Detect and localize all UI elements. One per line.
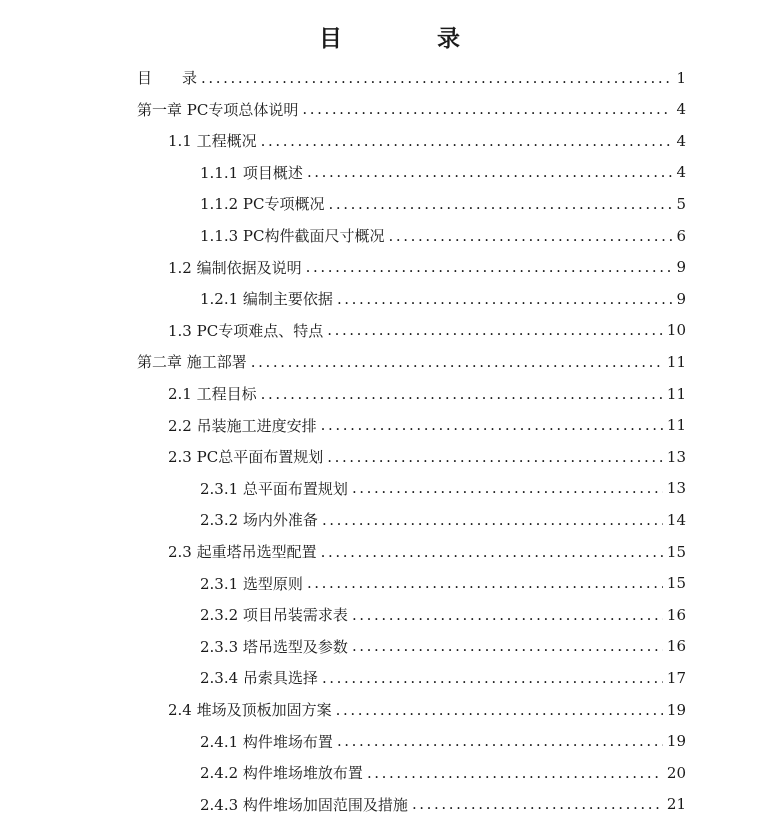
toc-entry-page-number: 17 — [666, 668, 686, 687]
toc-dot-leader — [306, 258, 672, 276]
toc-dot-leader — [352, 637, 663, 655]
toc-entry-label: 1.1.2 PC专项概况 — [200, 195, 325, 214]
toc-entry[interactable] — [137, 62, 686, 93]
toc-dot-leader — [337, 290, 672, 308]
toc-dot-leader — [322, 511, 663, 529]
toc-entry-label: 2.1 工程目标 — [168, 385, 257, 403]
toc-dot-leader — [352, 606, 663, 624]
toc-entry-page-number: 1 — [676, 68, 686, 87]
toc-entry-page-number: 4 — [676, 131, 686, 150]
toc-entry-label: 2.3.2 场内外准备 — [200, 511, 318, 530]
toc-entry-label: 2.3.4 吊索具选择 — [200, 669, 318, 688]
toc-entry-label: 1.2 编制依据及说明 — [168, 258, 302, 277]
toc-dot-leader — [321, 543, 663, 561]
toc-entry-page-number: 11 — [666, 416, 686, 435]
toc-entry[interactable] — [200, 789, 686, 820]
toc-entry[interactable] — [200, 473, 686, 504]
toc-entry-label: 2.4.1 构件堆场布置 — [200, 732, 333, 751]
toc-dot-leader — [302, 100, 672, 118]
toc-entry-page-number: 9 — [676, 258, 686, 277]
toc-entry-label: 目 录 — [137, 69, 198, 87]
toc-dot-leader — [261, 385, 663, 403]
toc-entry-page-number: 19 — [666, 700, 686, 719]
toc-dot-leader — [352, 479, 663, 497]
toc-entry-label: 1.3 PC专项难点、特点 — [168, 321, 324, 340]
toc-entry[interactable] — [137, 346, 686, 377]
toc-entry[interactable] — [168, 378, 686, 409]
toc-entry-page-number: 6 — [676, 226, 686, 245]
toc-entry-page-number: 9 — [676, 289, 686, 308]
toc-entry-page-number: 15 — [666, 542, 686, 561]
toc-entry-label: 2.2 吊装施工进度安排 — [168, 416, 317, 435]
toc-dot-leader — [327, 321, 663, 339]
toc-entry-label: 2.3.3 塔吊选型及参数 — [200, 637, 348, 656]
toc-dot-leader — [307, 163, 672, 181]
document-title: 目 录 — [319, 25, 496, 52]
toc-entry-label: 1.1.1 项目概述 — [200, 163, 303, 182]
toc-dot-leader — [327, 448, 663, 466]
toc-entry-label: 2.3 起重塔吊选型配置 — [168, 543, 317, 561]
toc-entry[interactable] — [200, 726, 686, 757]
toc-entry[interactable] — [200, 188, 686, 219]
toc-entry[interactable] — [168, 315, 686, 346]
toc-entry-label: 2.3 PC总平面布置规划 — [168, 448, 324, 467]
toc-entry-page-number: 11 — [666, 352, 686, 371]
toc-entry-page-number: 20 — [666, 763, 686, 782]
toc-dot-leader — [251, 353, 663, 371]
toc-entry-label: 2.4.3 构件堆场加固范围及措施 — [200, 795, 408, 814]
toc-entry-page-number: 10 — [666, 321, 686, 340]
toc-entry[interactable] — [200, 599, 686, 630]
toc-entry-page-number: 16 — [666, 637, 686, 656]
toc-entry-page-number: 13 — [666, 447, 686, 466]
toc-entry[interactable] — [200, 757, 686, 788]
toc-entry-label: 2.3.1 总平面布置规划 — [200, 479, 348, 498]
toc-dot-leader — [412, 795, 663, 813]
toc-entry-page-number: 19 — [666, 732, 686, 751]
toc-entry-label: 2.4 堆场及顶板加固方案 — [168, 701, 332, 719]
toc-dot-leader — [389, 227, 672, 245]
toc-entry[interactable] — [200, 157, 686, 188]
toc-entry[interactable] — [137, 94, 686, 125]
toc-entry-label: 第一章 PC专项总体说明 — [137, 100, 299, 119]
toc-entry[interactable] — [200, 568, 686, 599]
toc-dot-leader — [329, 195, 672, 213]
toc-entry-page-number: 4 — [676, 163, 686, 182]
toc-entry-label: 2.3.2 项目吊装需求表 — [200, 606, 348, 625]
toc-dot-leader — [322, 669, 663, 687]
toc-entry-label: 1.1.3 PC构件截面尺寸概况 — [200, 227, 385, 245]
toc-entry-page-number: 16 — [666, 605, 686, 624]
toc-entry-page-number: 21 — [666, 795, 686, 814]
toc-entry[interactable] — [200, 662, 686, 693]
toc-entry[interactable] — [168, 694, 686, 725]
toc-entry[interactable] — [200, 631, 686, 662]
toc-entry-page-number: 11 — [666, 384, 686, 403]
toc-entry-label: 2.3.1 选型原则 — [200, 574, 303, 593]
toc-entry-page-number: 5 — [676, 194, 686, 213]
toc-dot-leader — [367, 764, 663, 782]
toc-dot-leader — [201, 69, 672, 87]
toc-dot-leader — [261, 132, 672, 150]
toc-entry-label: 1.2.1 编制主要依据 — [200, 290, 333, 309]
toc-entry[interactable] — [168, 441, 686, 472]
toc-entry-label: 2.4.2 构件堆场堆放布置 — [200, 764, 363, 783]
toc-entry-label: 第二章 施工部署 — [137, 353, 247, 372]
toc-entry-label: 1.1 工程概况 — [168, 132, 257, 151]
toc-entry[interactable] — [200, 504, 686, 535]
toc-entry[interactable] — [168, 410, 686, 441]
toc-entry[interactable] — [168, 125, 686, 156]
toc-dot-leader — [321, 416, 663, 434]
toc-entry-page-number: 14 — [666, 510, 686, 529]
toc-dot-leader — [336, 701, 663, 719]
toc-entry-page-number: 15 — [666, 574, 686, 593]
toc-dot-leader — [337, 732, 663, 750]
toc-entry[interactable] — [168, 252, 686, 283]
toc-dot-leader — [307, 574, 663, 592]
toc-entry[interactable] — [200, 220, 686, 251]
toc-entry[interactable] — [200, 283, 686, 314]
toc-entry[interactable] — [168, 536, 686, 567]
toc-entry-page-number: 4 — [676, 100, 686, 119]
toc-entry-page-number: 13 — [666, 479, 686, 498]
